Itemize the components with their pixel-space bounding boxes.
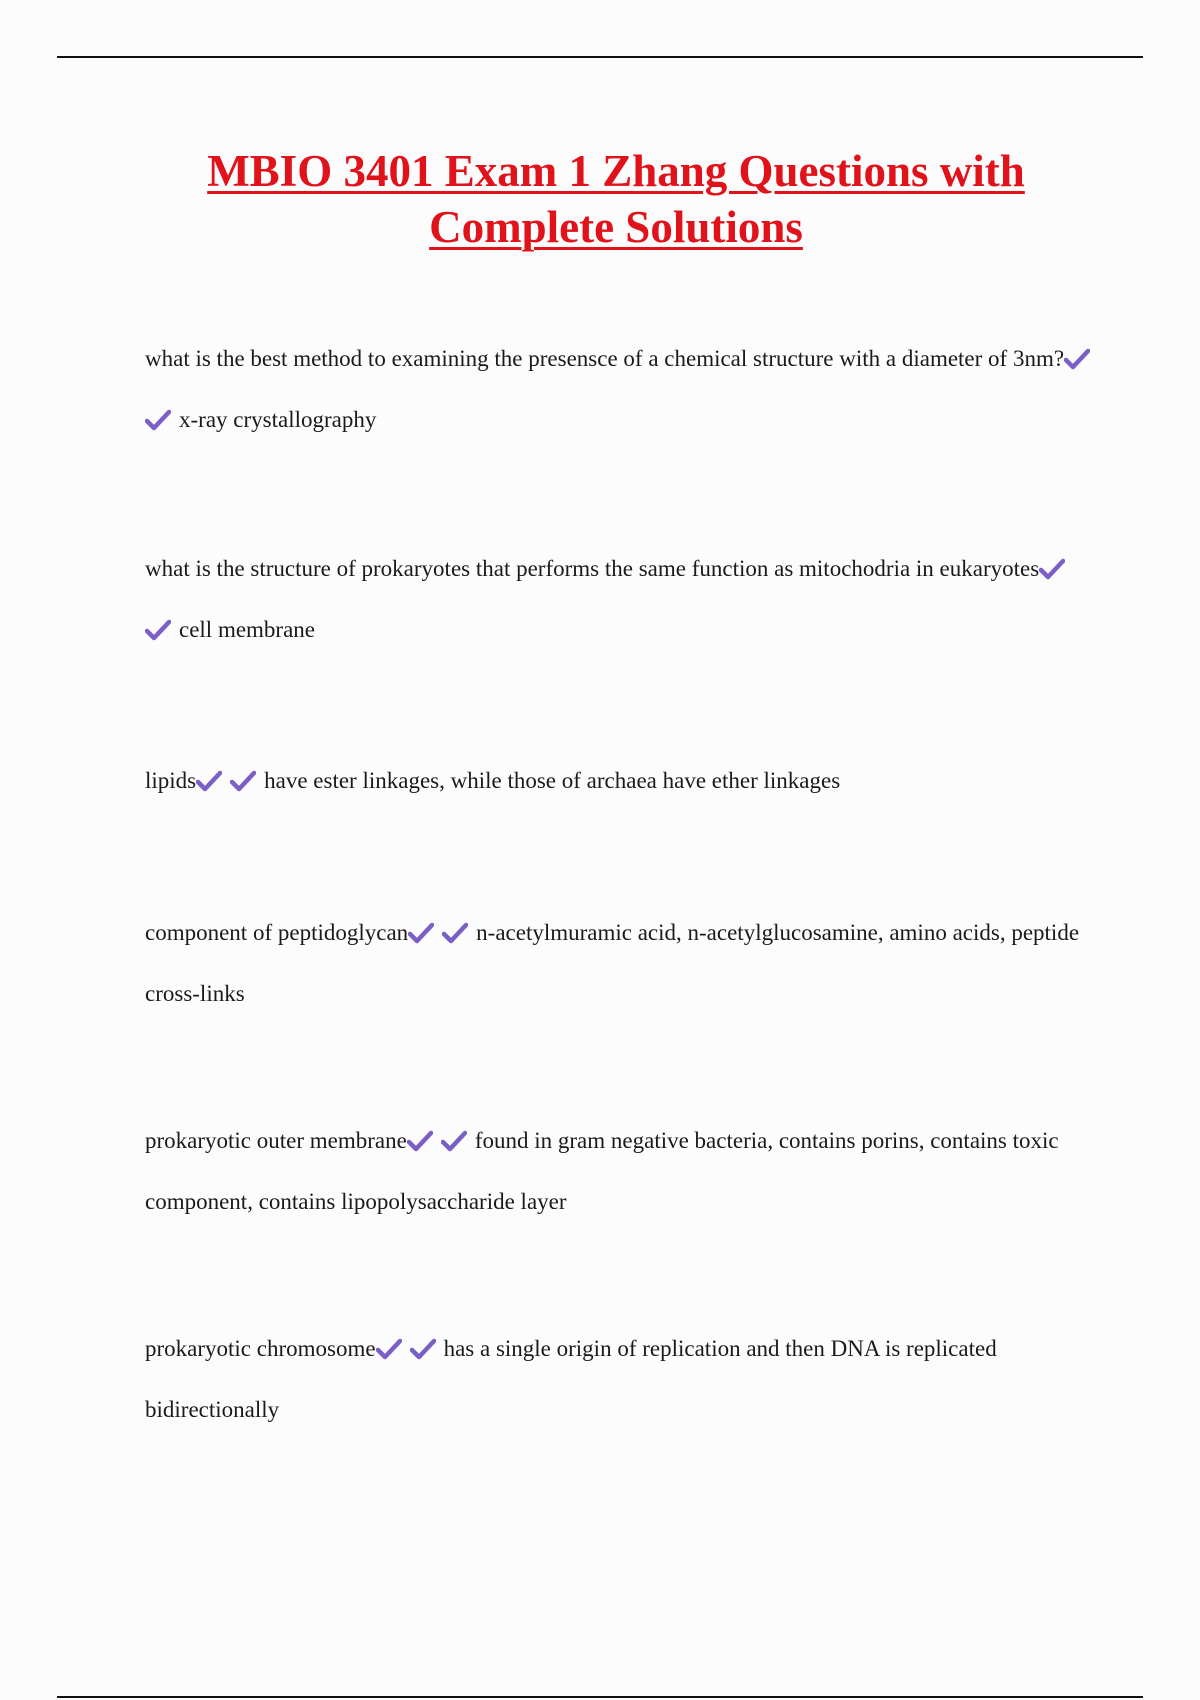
question-text: lipids bbox=[145, 768, 197, 793]
question-text: what is the best method to examining the presensce of a chemical structure with a diameter of 3nm? bbox=[145, 346, 1065, 371]
answer-text: has a single origin of replication and then DNA is replicated bidirectionally bbox=[145, 1336, 997, 1422]
answer-text: have ester linkages, while those of archaea have ether linkages bbox=[264, 768, 841, 793]
checkmark-icon bbox=[441, 1130, 467, 1152]
question-text: prokaryotic chromosome bbox=[145, 1336, 376, 1361]
checkmark-icon bbox=[230, 770, 256, 792]
qa-item bbox=[145, 1110, 1100, 1232]
checkmark-icon bbox=[196, 770, 222, 792]
qa-item bbox=[145, 1318, 1100, 1440]
title-line-2: Complete Solutions bbox=[429, 202, 803, 252]
answer-text: found in gram negative bacteria, contains porins, contains toxic component, contains lipopolysaccharide layer bbox=[145, 1128, 1059, 1214]
title-line-1: MBIO 3401 Exam 1 Zhang Questions with bbox=[207, 146, 1025, 196]
qa-item bbox=[145, 902, 1100, 1024]
document-title bbox=[80, 143, 1152, 255]
answer-text: x-ray crystallography bbox=[179, 407, 377, 432]
checkmark-icon bbox=[442, 922, 468, 944]
qa-item bbox=[145, 750, 1100, 811]
footer-rule bbox=[57, 1696, 1143, 1698]
question-text: prokaryotic outer membrane bbox=[145, 1128, 407, 1153]
qa-item bbox=[145, 328, 1100, 450]
checkmark-icon bbox=[1064, 348, 1090, 370]
checkmark-icon bbox=[1039, 558, 1065, 580]
checkmark-icon bbox=[145, 619, 171, 641]
checkmark-icon bbox=[408, 922, 434, 944]
answer-text: cell membrane bbox=[179, 617, 316, 642]
answer-text: n-acetylmuramic acid, n-acetylglucosamine, amino acids, peptide cross-links bbox=[145, 920, 1080, 1006]
checkmark-icon bbox=[407, 1130, 433, 1152]
checkmark-icon bbox=[145, 409, 171, 431]
header-rule bbox=[57, 56, 1143, 58]
question-text: component of peptidoglycan bbox=[145, 920, 409, 945]
qa-item bbox=[145, 538, 1100, 660]
question-text: what is the structure of prokaryotes that performs the same function as mitochodria in eukaryotes bbox=[145, 556, 1040, 581]
checkmark-icon bbox=[376, 1338, 402, 1360]
checkmark-icon bbox=[410, 1338, 436, 1360]
